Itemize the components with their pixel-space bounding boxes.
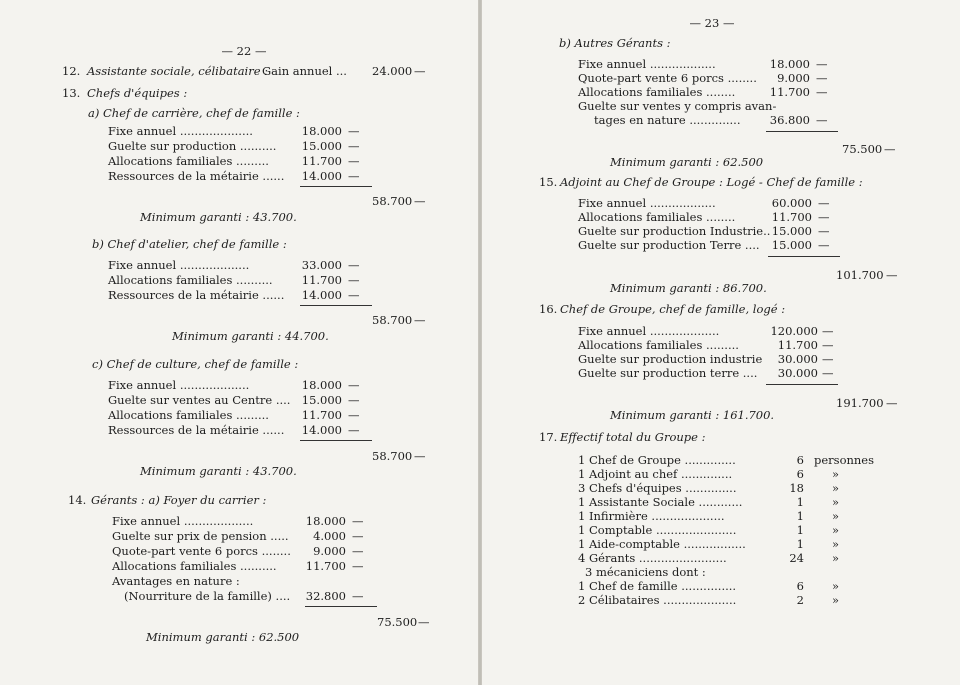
row-value: 18.000: [305, 514, 346, 528]
effectif-row-label: 4 Gérants ........................: [578, 551, 727, 565]
row-dash: —: [348, 393, 360, 407]
sum-rule: [300, 186, 372, 187]
row-dash: —: [822, 324, 834, 338]
section-heading: c) Chef de culture, chef de famille :: [92, 357, 299, 371]
row-dash: —: [816, 71, 828, 85]
effectif-unit: »: [832, 467, 840, 481]
row-value: 18.000: [301, 124, 342, 138]
effectif-row-label: 3 mécaniciens dont :: [585, 565, 706, 579]
effectif-count: 1: [796, 495, 804, 509]
row-label: Guelte sur production terre ....: [578, 366, 758, 380]
effectif-count: 1: [796, 537, 804, 551]
item-number: 17.: [539, 430, 558, 444]
total-dash: —: [418, 615, 430, 629]
row-value: 11.700: [301, 408, 342, 422]
row-label: Guelte sur production Industrie..: [578, 224, 771, 238]
value-dash: —: [414, 64, 426, 78]
row-value: 120.000: [770, 324, 818, 338]
row-value: 9.000: [777, 71, 810, 85]
row-label: Fixe annuel ..................: [578, 196, 716, 210]
total-dash: —: [886, 268, 898, 282]
item-number: 13.: [62, 86, 81, 100]
row-dash: —: [822, 352, 834, 366]
row-label: Fixe annuel ..................: [578, 57, 716, 71]
row-dash: —: [352, 544, 364, 558]
effectif-count: 1: [796, 509, 804, 523]
effectif-row-label: 1 Assistante Sociale ............: [578, 495, 743, 509]
sum-rule: [305, 606, 377, 607]
effectif-row-label: 1 Comptable ......................: [578, 523, 737, 537]
sum-rule: [300, 440, 372, 441]
effectif-count: 24: [789, 551, 804, 565]
row-label: Allocations familiales ..........: [108, 273, 273, 287]
row-dash: —: [818, 210, 830, 224]
row-dash: —: [352, 514, 364, 528]
row-label: (Nourriture de la famille) ....: [124, 589, 291, 603]
row-value: 18.000: [301, 378, 342, 392]
row-value: 32.800: [305, 589, 346, 603]
effectif-unit: »: [832, 593, 840, 607]
row-label: tages en nature ..............: [594, 113, 741, 127]
row-dash: —: [352, 589, 364, 603]
row-label: Guelte sur prix de pension .....: [112, 529, 289, 543]
sum-rule: [300, 305, 372, 306]
row-label: Fixe annuel ....................: [108, 124, 253, 138]
effectif-unit: »: [832, 509, 840, 523]
row-value: 30.000: [777, 366, 818, 380]
item-number: 12.: [62, 64, 81, 78]
item-text: Gain annuel ...: [262, 64, 347, 78]
row-label: Ressources de la métairie ......: [108, 169, 285, 183]
effectif-unit: »: [832, 537, 840, 551]
row-label: Allocations familiales ........: [578, 210, 736, 224]
row-dash: —: [822, 338, 834, 352]
effectif-count: 6: [796, 453, 804, 467]
minimum-guaranteed: Minimum garanti : 44.700.: [172, 329, 329, 343]
effectif-row-label: 1 Aide-comptable .................: [578, 537, 746, 551]
section-total: 101.700: [836, 268, 884, 282]
section-heading: b) Autres Gérants :: [559, 36, 671, 50]
row-label: Quote-part vente 6 porcs ........: [578, 71, 757, 85]
minimum-guaranteed: Minimum garanti : 86.700.: [610, 281, 767, 295]
row-label: Quote-part vente 6 porcs ........: [112, 544, 291, 558]
row-dash: —: [348, 169, 360, 183]
row-dash: —: [348, 288, 360, 302]
item-label: Assistante sociale, célibataire :: [87, 64, 269, 78]
item-number: 15.: [539, 175, 558, 189]
row-value: 14.000: [301, 288, 342, 302]
row-dash: —: [348, 124, 360, 138]
item-label: Chefs d'équipes :: [87, 86, 188, 100]
row-label: Allocations familiales ..........: [112, 559, 277, 573]
section-total: 58.700: [372, 313, 413, 327]
sum-rule: [766, 131, 838, 132]
sum-rule: [768, 256, 840, 257]
section-heading: a) Chef de carrière, chef de famille :: [88, 106, 300, 120]
row-label: Avantages en nature :: [112, 574, 240, 588]
left-page: [0, 0, 478, 685]
page-number: — 23 —: [689, 16, 735, 30]
row-dash: —: [818, 196, 830, 210]
row-label: Ressources de la métairie ......: [108, 288, 285, 302]
row-value: 30.000: [777, 352, 818, 366]
effectif-count: 1: [796, 523, 804, 537]
effectif-count: 18: [789, 481, 804, 495]
row-value: 11.700: [777, 338, 818, 352]
effectif-count: 6: [796, 467, 804, 481]
row-dash: —: [348, 423, 360, 437]
total-dash: —: [884, 142, 896, 156]
row-value: 11.700: [305, 559, 346, 573]
row-value: 11.700: [771, 210, 812, 224]
row-dash: —: [348, 258, 360, 272]
row-value: 14.000: [301, 423, 342, 437]
row-value: 36.800: [769, 113, 810, 127]
row-value: 15.000: [771, 238, 812, 252]
total-dash: —: [414, 449, 426, 463]
section-total: 191.700: [836, 396, 884, 410]
row-dash: —: [352, 559, 364, 573]
minimum-guaranteed: Minimum garanti : 43.700.: [140, 210, 297, 224]
effectif-unit: »: [832, 579, 840, 593]
row-dash: —: [816, 113, 828, 127]
row-label: Guelte sur production Terre ....: [578, 238, 760, 252]
total-dash: —: [414, 313, 426, 327]
row-label: Fixe annuel ...................: [108, 378, 250, 392]
row-value: 11.700: [301, 273, 342, 287]
effectif-row-label: 1 Chef de famille ...............: [578, 579, 737, 593]
page-number: — 22 —: [221, 44, 267, 58]
row-value: 15.000: [301, 393, 342, 407]
item-number: 16.: [539, 302, 558, 316]
row-value: 9.000: [313, 544, 346, 558]
minimum-guaranteed: Minimum garanti : 43.700.: [140, 464, 297, 478]
item-value: 24.000: [372, 64, 413, 78]
effectif-row-label: 2 Célibataires ....................: [578, 593, 737, 607]
row-value: 15.000: [771, 224, 812, 238]
minimum-guaranteed: Minimum garanti : 161.700.: [610, 408, 775, 422]
row-label: Ressources de la métairie ......: [108, 423, 285, 437]
row-value: 14.000: [301, 169, 342, 183]
row-dash: —: [348, 154, 360, 168]
row-dash: —: [352, 529, 364, 543]
effectif-count: 6: [796, 579, 804, 593]
right-page: [482, 0, 960, 685]
row-dash: —: [818, 238, 830, 252]
section-heading: Effectif total du Groupe :: [560, 430, 706, 444]
row-dash: —: [348, 139, 360, 153]
section-total: 75.500: [842, 142, 883, 156]
effectif-row-label: 3 Chefs d'équipes ..............: [578, 481, 737, 495]
row-value: 18.000: [769, 57, 810, 71]
row-value: 60.000: [771, 196, 812, 210]
row-label: Fixe annuel ...................: [112, 514, 254, 528]
minimum-guaranteed: Minimum garanti : 62.500: [146, 630, 300, 644]
effectif-unit: »: [832, 523, 840, 537]
effectif-unit: »: [832, 481, 840, 495]
section-total: 58.700: [372, 194, 413, 208]
effectif-row-label: 1 Infirmière ....................: [578, 509, 725, 523]
row-label: Guelte sur ventes au Centre ....: [108, 393, 291, 407]
row-dash: —: [816, 85, 828, 99]
section-total: 75.500: [377, 615, 418, 629]
row-value: 4.000: [313, 529, 346, 543]
effectif-row-label: 1 Chef de Groupe ..............: [578, 453, 736, 467]
effectif-unit: »: [832, 551, 840, 565]
row-dash: —: [348, 378, 360, 392]
row-label: Guelte sur ventes y compris avan-: [578, 99, 777, 113]
effectif-count: 2: [796, 593, 804, 607]
row-dash: —: [822, 366, 834, 380]
row-dash: —: [348, 408, 360, 422]
row-dash: —: [818, 224, 830, 238]
total-dash: —: [414, 194, 426, 208]
minimum-guaranteed: Minimum garanti : 62.500: [610, 155, 764, 169]
effectif-unit: personnes: [814, 453, 875, 467]
row-label: Allocations familiales ........: [578, 85, 736, 99]
row-label: Allocations familiales .........: [578, 338, 739, 352]
effectif-row-label: 1 Adjoint au chef ..............: [578, 467, 733, 481]
row-label: Allocations familiales .........: [108, 154, 269, 168]
row-label: Fixe annuel ...................: [108, 258, 250, 272]
row-label: Fixe annuel ...................: [578, 324, 720, 338]
row-label: Allocations familiales .........: [108, 408, 269, 422]
row-label: Guelte sur production industrie: [578, 352, 763, 366]
row-value: 11.700: [769, 85, 810, 99]
row-dash: —: [348, 273, 360, 287]
effectif-unit: »: [832, 495, 840, 509]
section-heading: Gérants : a) Foyer du carrier :: [91, 493, 267, 507]
section-total: 58.700: [372, 449, 413, 463]
row-label: Guelte sur production ..........: [108, 139, 277, 153]
section-heading: Adjoint au Chef de Groupe : Logé - Chef de famille :: [560, 175, 863, 189]
row-value: 33.000: [301, 258, 342, 272]
row-value: 11.700: [301, 154, 342, 168]
row-dash: —: [816, 57, 828, 71]
section-heading: b) Chef d'atelier, chef de famille :: [92, 237, 287, 251]
sum-rule: [766, 384, 838, 385]
row-value: 15.000: [301, 139, 342, 153]
total-dash: —: [886, 396, 898, 410]
section-heading: Chef de Groupe, chef de famille, logé :: [560, 302, 786, 316]
item-number: 14.: [68, 493, 87, 507]
